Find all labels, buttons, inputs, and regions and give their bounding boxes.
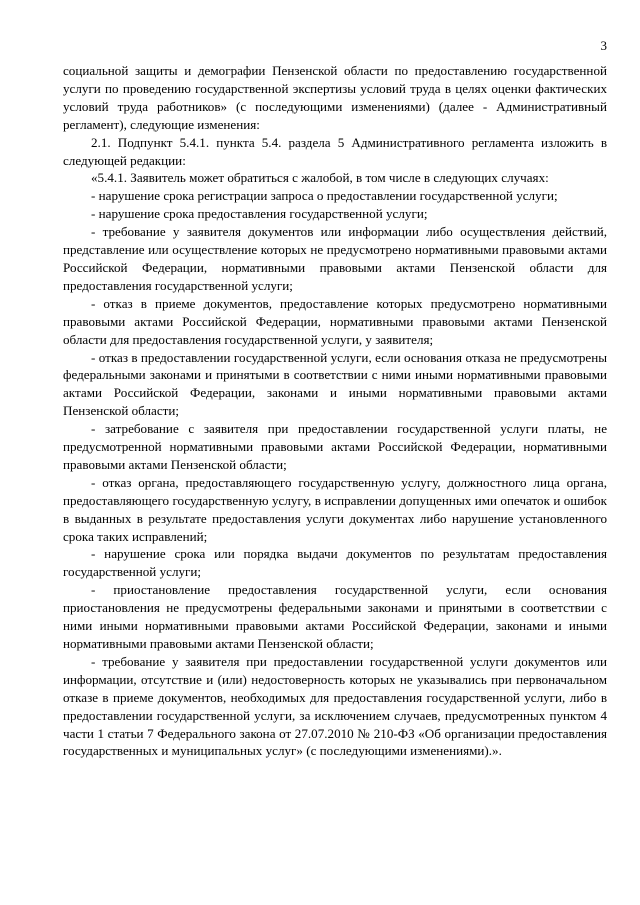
list-item-service-refusal: - отказ в предоставлении государственной услуги, если основания отказа не предусмотрены федеральными законами и принятыми в соответствии с ними иными нормативными правовыми актами Российской Федерации, законами и иными нормативными правовыми актами Пензенской области; <box>63 349 607 419</box>
list-item-missing-info-requirement: - требование у заявителя при предоставлении государственной услуги документов или информации, отсутствие и (или) недостоверность которых не указывались при первоначальном отказе в приеме документов, необходимых для предоставления государственной услуги, либо в предоставлении государственной услуги, за исключением случаев, предусмотренных пунктом 4 части 1 статьи 7 Федерального закона от 27.07.2010 № 210-ФЗ «Об организации предоставления государственных и муниципальных услуг» (с последующими изменениями).». <box>63 653 607 759</box>
list-item-suspension: - приостановление предоставления государственной услуги, если основания приостановления не предусмотрены федеральными законами и принятыми в соответствии с ними иными нормативными правовыми актами Российской Федерации, законами и иными нормативными правовыми актами Пензенской области; <box>63 582 607 651</box>
list-item-issuance-violation: - нарушение срока или порядка выдачи документов по результатам предоставления государственной услуги; <box>63 546 607 580</box>
list-item-registration-deadline: - нарушение срока регистрации запроса о предоставлении государственной услуги; <box>91 188 558 204</box>
paragraph-intro-continuation: социальной защиты и демографии Пензенской области по предоставлению государственной услуги по проведению государственной экспертизы условий труда в целях оценки фактических условий труда работников» (с последующими изменениями) (далее - Административный регламент), следующие изменения: <box>63 63 607 132</box>
list-item-unlawful-fee: - затребование с заявителя при предоставлении государственной услуги платы, не предусмотренной нормативными правовыми актами Российской Федерации, нормативными правовыми актами Пензенской области; <box>63 421 607 472</box>
list-item-document-refusal: - отказ в приеме документов, предоставление которых предусмотрено нормативными правовыми актами Российской Федерации, нормативными правовыми актами Пензенской области для предоставления государственной услуги, у заявителя; <box>63 295 607 347</box>
paragraph-amendment-2-1: 2.1. Подпункт 5.4.1. пункта 5.4. раздела 5 Административного регламента изложить в следующей редакции: <box>63 134 607 168</box>
paragraph-clause-5-4-1: «5.4.1. Заявитель может обратиться с жалобой, в том числе в следующих случаях: <box>91 170 549 186</box>
page-number: 3 <box>600 38 607 53</box>
list-item-excess-documents: - требование у заявителя документов или информации либо осуществления действий, представление или осуществление которых не предусмотрено нормативными правовыми актами Российской Федерации, нормативными правовыми актами Пензенской области для предоставления государственной услуги; <box>63 224 607 293</box>
document-body <box>63 62 607 760</box>
list-item-service-deadline: - нарушение срока предоставления государственной услуги; <box>91 206 428 222</box>
list-item-typo-correction: - отказ органа, предоставляющего государственную услугу, должностного лица органа, предоставляющего государственную услугу, в исправлении допущенных ими опечаток и ошибок в выданных в результате предоставления услуги документах либо нарушение установленного срока таких исправлений; <box>63 474 607 544</box>
